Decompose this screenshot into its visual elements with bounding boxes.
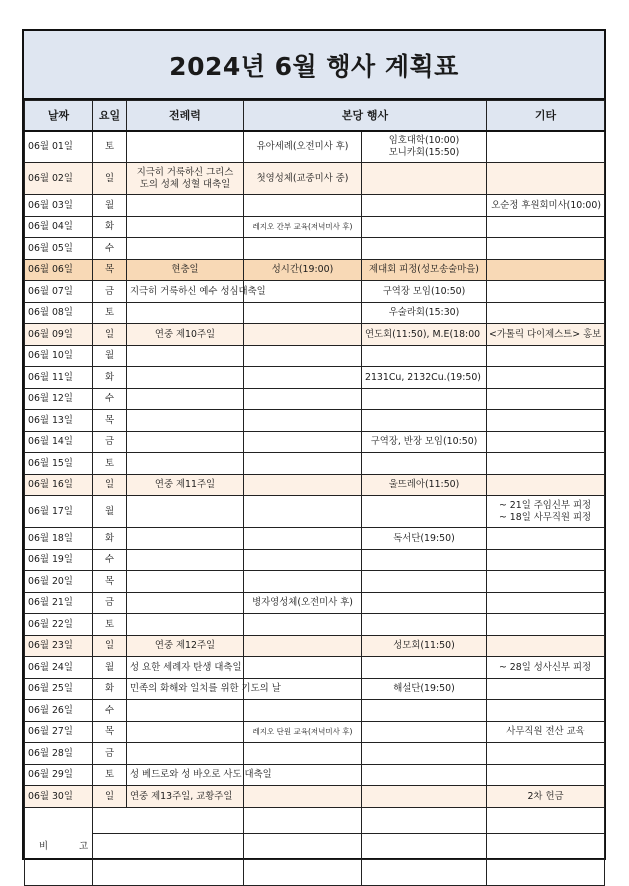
other-cell (487, 700, 605, 722)
other-cell (487, 131, 605, 163)
day-cell: 토 (93, 131, 127, 163)
other-cell (487, 678, 605, 700)
table-row (25, 571, 605, 593)
day-cell: 일 (93, 474, 127, 496)
date-cell: 06월 07일 (25, 281, 93, 303)
footer-row-3 (25, 859, 605, 885)
day-cell: 목 (93, 259, 127, 281)
day-cell: 금 (93, 743, 127, 765)
footer-cell (244, 833, 362, 859)
liturgy-cell (127, 453, 244, 475)
event-cell (244, 388, 362, 410)
date-cell: 06월 02일 (25, 163, 93, 195)
other-cell (487, 259, 605, 281)
event-cell (362, 700, 487, 722)
event-cell (244, 453, 362, 475)
date-cell: 06월 14일 (25, 431, 93, 453)
table-row (25, 528, 605, 550)
day-cell: 화 (93, 367, 127, 389)
table-row (25, 614, 605, 636)
liturgy-cell (127, 367, 244, 389)
event-cell: 첫영성체(교중미사 중) (244, 163, 362, 195)
date-cell: 06월 16일 (25, 474, 93, 496)
other-cell (487, 388, 605, 410)
liturgy-cell: 성 베드로와 성 바오로 사도 대축일 (127, 764, 244, 786)
table-row (25, 549, 605, 571)
day-cell: 목 (93, 410, 127, 432)
event-cell: 유아세례(오전미사 후) (244, 131, 362, 163)
event-cell (244, 700, 362, 722)
table-row (25, 635, 605, 657)
schedule-sheet (22, 29, 606, 860)
table-row (25, 345, 605, 367)
table-row (25, 163, 605, 195)
footer-label: 비 고 (25, 807, 93, 885)
liturgy-cell (127, 238, 244, 260)
event-cell (362, 216, 487, 238)
date-cell: 06월 22일 (25, 614, 93, 636)
event-cell: 레지오 단원 교육(저녁미사 후) (244, 721, 362, 743)
day-cell: 금 (93, 431, 127, 453)
date-cell: 06월 20일 (25, 571, 93, 593)
event-cell: 2131Cu, 2132Cu.(19:50) (362, 367, 487, 389)
other-cell (487, 410, 605, 432)
table-row (25, 700, 605, 722)
event-cell (362, 743, 487, 765)
footer-cell (244, 859, 362, 885)
liturgy-cell (127, 528, 244, 550)
event-cell: 독서단(19:50) (362, 528, 487, 550)
event-cell (244, 496, 362, 528)
day-cell: 화 (93, 678, 127, 700)
liturgy-cell: 현충일 (127, 259, 244, 281)
date-cell: 06월 01일 (25, 131, 93, 163)
table-row (25, 786, 605, 808)
event-cell: 우술라회(15:30) (362, 302, 487, 324)
table-row (25, 195, 605, 217)
table-row (25, 743, 605, 765)
event-cell (244, 345, 362, 367)
day-cell: 토 (93, 453, 127, 475)
day-cell: 일 (93, 324, 127, 346)
other-cell (487, 216, 605, 238)
other-cell (487, 453, 605, 475)
event-cell (244, 571, 362, 593)
date-cell: 06월 15일 (25, 453, 93, 475)
other-cell (487, 367, 605, 389)
day-cell: 목 (93, 571, 127, 593)
event-cell: 병자영성체(오전미사 후) (244, 592, 362, 614)
event-cell (362, 345, 487, 367)
date-cell: 06월 24일 (25, 657, 93, 679)
date-cell: 06월 06일 (25, 259, 93, 281)
header-row (25, 101, 605, 131)
day-cell: 토 (93, 302, 127, 324)
event-cell: 성모회(11:50) (362, 635, 487, 657)
liturgy-cell: 연중 제12주일 (127, 635, 244, 657)
table-row (25, 367, 605, 389)
liturgy-cell: 지극히 거룩하신 예수 성심대축일 (127, 281, 244, 303)
footer-cell (93, 807, 244, 833)
event-cell (362, 195, 487, 217)
liturgy-cell (127, 571, 244, 593)
table-row (25, 453, 605, 475)
footer-row-2 (25, 833, 605, 859)
date-cell: 06월 23일 (25, 635, 93, 657)
day-cell: 월 (93, 657, 127, 679)
event-cell (362, 592, 487, 614)
event-cell (362, 453, 487, 475)
date-cell: 06월 10일 (25, 345, 93, 367)
table-row (25, 474, 605, 496)
date-cell: 06월 04일 (25, 216, 93, 238)
date-cell: 06월 28일 (25, 743, 93, 765)
other-cell: ~ 21일 주임신부 피정 ~ 18일 사무직원 피정 (487, 496, 605, 528)
day-cell: 목 (93, 721, 127, 743)
table-row (25, 496, 605, 528)
event-cell (244, 431, 362, 453)
other-cell (487, 431, 605, 453)
date-cell: 06월 27일 (25, 721, 93, 743)
date-cell: 06월 11일 (25, 367, 93, 389)
date-cell: 06월 19일 (25, 549, 93, 571)
date-cell: 06월 30일 (25, 786, 93, 808)
footer-cell (487, 807, 605, 833)
date-cell: 06월 18일 (25, 528, 93, 550)
other-cell (487, 238, 605, 260)
liturgy-cell (127, 131, 244, 163)
liturgy-cell (127, 302, 244, 324)
other-cell (487, 163, 605, 195)
event-cell: 구역장, 반장 모임(10:50) (362, 431, 487, 453)
other-cell: ~ 28일 성사신부 피정 (487, 657, 605, 679)
event-cell (362, 238, 487, 260)
table-row (25, 678, 605, 700)
event-cell (362, 786, 487, 808)
day-cell: 수 (93, 549, 127, 571)
date-cell: 06월 17일 (25, 496, 93, 528)
other-cell (487, 635, 605, 657)
other-cell (487, 764, 605, 786)
date-cell: 06월 12일 (25, 388, 93, 410)
liturgy-cell (127, 496, 244, 528)
event-cell (362, 549, 487, 571)
table-row (25, 259, 605, 281)
date-cell: 06월 25일 (25, 678, 93, 700)
schedule-table (24, 100, 605, 886)
table-row (25, 216, 605, 238)
table-row (25, 302, 605, 324)
table-row (25, 764, 605, 786)
event-cell (244, 367, 362, 389)
footer-cell (93, 859, 244, 885)
table-row (25, 657, 605, 679)
header-date: 날짜 (25, 101, 93, 131)
header-other: 기타 (487, 101, 605, 131)
event-cell (362, 571, 487, 593)
other-cell (487, 571, 605, 593)
day-cell: 수 (93, 238, 127, 260)
liturgy-cell: 연중 제10주일 (127, 324, 244, 346)
table-row (25, 592, 605, 614)
liturgy-cell (127, 721, 244, 743)
event-cell (244, 302, 362, 324)
table-row (25, 431, 605, 453)
header-day: 요일 (93, 101, 127, 131)
date-cell: 06월 03일 (25, 195, 93, 217)
liturgy-cell (127, 743, 244, 765)
event-cell (244, 324, 362, 346)
other-cell (487, 302, 605, 324)
event-cell: 성시간(19:00) (244, 259, 362, 281)
table-row (25, 721, 605, 743)
footer-cell (362, 859, 487, 885)
day-cell: 토 (93, 764, 127, 786)
day-cell: 일 (93, 163, 127, 195)
event-cell (362, 388, 487, 410)
other-cell: <가톨릭 다이제스트> 홍보 (487, 324, 605, 346)
table-row (25, 410, 605, 432)
table-row (25, 388, 605, 410)
event-cell (362, 163, 487, 195)
other-cell (487, 549, 605, 571)
footer-cell (93, 833, 244, 859)
liturgy-cell (127, 549, 244, 571)
event-cell (362, 764, 487, 786)
event-cell: 해설단(19:50) (362, 678, 487, 700)
other-cell (487, 281, 605, 303)
day-cell: 화 (93, 216, 127, 238)
event-cell (244, 238, 362, 260)
other-cell (487, 528, 605, 550)
liturgy-cell (127, 216, 244, 238)
event-cell: 울뜨레아(11:50) (362, 474, 487, 496)
day-cell: 월 (93, 345, 127, 367)
other-cell: 2차 헌금 (487, 786, 605, 808)
page-title: 2024년 6월 행사 계획표 (24, 31, 604, 100)
other-cell: 오순정 후원회미사(10:00) (487, 195, 605, 217)
liturgy-cell (127, 592, 244, 614)
other-cell (487, 474, 605, 496)
event-cell (244, 743, 362, 765)
date-cell: 06월 08일 (25, 302, 93, 324)
event-cell (244, 614, 362, 636)
liturgy-cell: 민족의 화해와 일치를 위한 기도의 날 (127, 678, 244, 700)
day-cell: 월 (93, 195, 127, 217)
liturgy-cell (127, 345, 244, 367)
day-cell: 수 (93, 388, 127, 410)
footer-cell (362, 833, 487, 859)
liturgy-cell: 지극히 거룩하신 그리스 도의 성체 성혈 대축일 (127, 163, 244, 195)
day-cell: 일 (93, 635, 127, 657)
date-cell: 06월 29일 (25, 764, 93, 786)
day-cell: 금 (93, 592, 127, 614)
liturgy-cell (127, 700, 244, 722)
liturgy-cell (127, 614, 244, 636)
event-cell (362, 614, 487, 636)
day-cell: 일 (93, 786, 127, 808)
header-liturgy: 전례력 (127, 101, 244, 131)
event-cell (244, 635, 362, 657)
liturgy-cell (127, 431, 244, 453)
event-cell (244, 528, 362, 550)
liturgy-cell (127, 388, 244, 410)
event-cell: 임호대학(10:00) 모니카회(15:50) (362, 131, 487, 163)
date-cell: 06월 21일 (25, 592, 93, 614)
footer-cell (244, 807, 362, 833)
liturgy-cell: 연중 제11주일 (127, 474, 244, 496)
liturgy-cell: 연중 제13주일, 교황주일 (127, 786, 244, 808)
day-cell: 화 (93, 528, 127, 550)
other-cell (487, 743, 605, 765)
event-cell (362, 657, 487, 679)
event-cell (362, 496, 487, 528)
event-cell (244, 657, 362, 679)
date-cell: 06월 09일 (25, 324, 93, 346)
liturgy-cell: 성 요한 세례자 탄생 대축일 (127, 657, 244, 679)
other-cell (487, 614, 605, 636)
event-cell (244, 474, 362, 496)
liturgy-cell (127, 195, 244, 217)
date-cell: 06월 05일 (25, 238, 93, 260)
footer-cell (487, 859, 605, 885)
day-cell: 토 (93, 614, 127, 636)
liturgy-cell (127, 410, 244, 432)
event-cell (244, 195, 362, 217)
event-cell (244, 786, 362, 808)
table-row (25, 281, 605, 303)
event-cell (362, 721, 487, 743)
event-cell: 연도회(11:50), M.E(18:00 (362, 324, 487, 346)
table-row (25, 131, 605, 163)
footer-cell (487, 833, 605, 859)
other-cell: 사무직원 전산 교육 (487, 721, 605, 743)
event-cell: 레지오 간부 교육(저녁미사 후) (244, 216, 362, 238)
day-cell: 금 (93, 281, 127, 303)
day-cell: 월 (93, 496, 127, 528)
table-row (25, 238, 605, 260)
event-cell (244, 410, 362, 432)
event-cell (244, 549, 362, 571)
event-cell: 제대회 피정(성모송술마을) (362, 259, 487, 281)
footer-cell (362, 807, 487, 833)
footer-row-1 (25, 807, 605, 833)
other-cell (487, 345, 605, 367)
date-cell: 06월 26일 (25, 700, 93, 722)
table-row (25, 324, 605, 346)
event-cell: 구역장 모임(10:50) (362, 281, 487, 303)
header-events: 본당 행사 (244, 101, 487, 131)
day-cell: 수 (93, 700, 127, 722)
date-cell: 06월 13일 (25, 410, 93, 432)
other-cell (487, 592, 605, 614)
event-cell (362, 410, 487, 432)
